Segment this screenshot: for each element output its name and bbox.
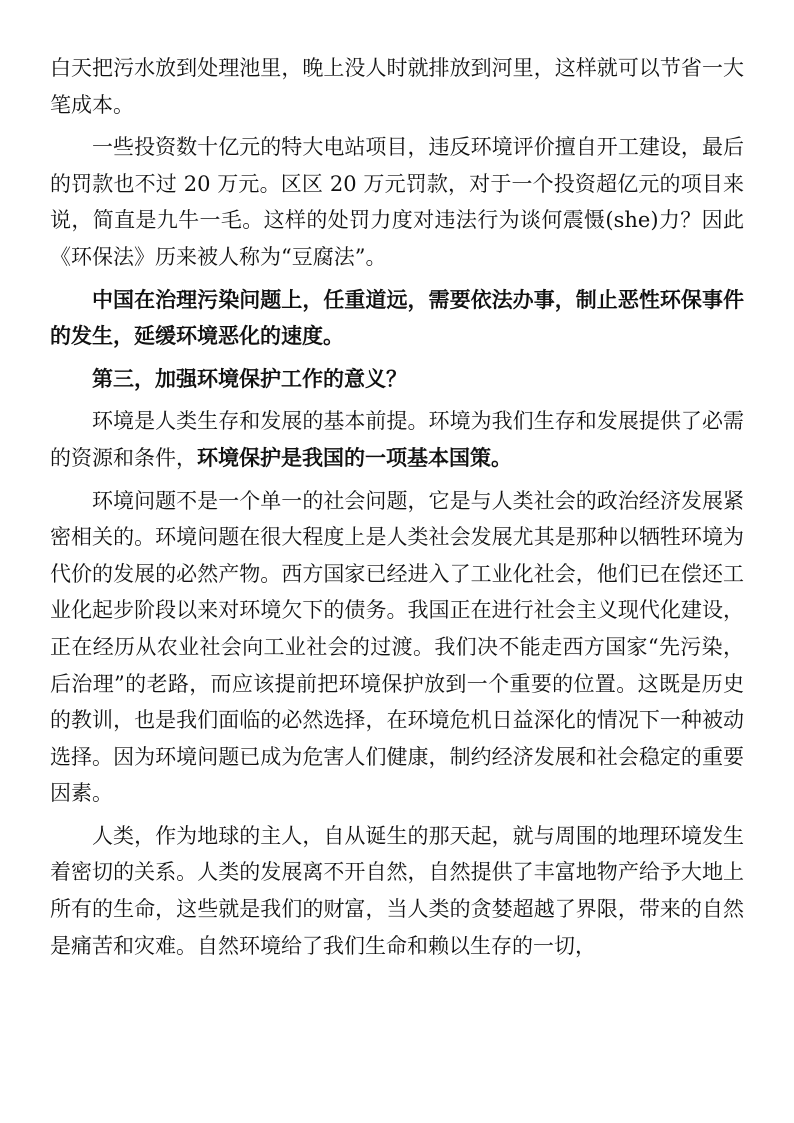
paragraph-penalty: 一些投资数十亿元的特大电站项目，违反环境评价擅自开工建设，最后的罚款也不过 20 万元。区区 20 万元罚款，对于一个投资超亿元的项目来说，简直是九牛一毛。这样的处罚力度对违法行为谈何震慑(she)力？因此《环保法》历来被人称为“豆腐法”。 xyxy=(50,135,744,269)
paragraph-environment-issue: 环境问题不是一个单一的社会问题，它是与人类社会的政治经济发展紧密相关的。环境问题在很大程度上是人类社会发展尤其是那种以牺牲环境为代价的发展的必然产物。西方国家已经进入了工业化社会，他们已在偿还工业化起步阶段以来对环境欠下的债务。我国正在进行社会主义现代化建设，正在经历从农业社会向工业社会的过渡。我们决不能走西方国家“先污染，后治理”的老路，而应该提前把环境保护放到一个重要的位置。这既是历史的教训，也是我们面临的必然选择，在环境危机日益深化的情况下一种被动选择。因为环境问题已成为危害人们健康，制约经济发展和社会稳定的重要因素。 xyxy=(50,488,744,806)
paragraph-bold-conclusion: 中国在治理污染问题上，任重道远，需要依法办事，制止恶性环保事件的发生，延缓环境恶化的速度。 xyxy=(50,286,744,349)
paragraph-premise-bold: 环境保护是我国的一项基本国策。 xyxy=(197,444,512,470)
paragraph-premise-text: 环境是人类生存和发展的基本前提。环境为我们生存和发展提供了必需的资源和条件， xyxy=(50,409,744,470)
section-heading: 第三，加强环境保护工作的意义？ xyxy=(92,365,407,391)
document-page xyxy=(50,50,744,964)
paragraph-humanity: 人类，作为地球的主人，自从诞生的那天起，就与周围的地理环境发生着密切的关系。人类的发展离不开自然，自然提供了丰富地物产给予大地上所有的生命，这些就是我们的财富，当人类的贪婪超越了界限，带来的自然是痛苦和灾难。自然环境给了我们生命和赖以生存的一切， xyxy=(50,823,744,958)
paragraph-premise xyxy=(50,403,744,476)
paragraph-continued: 白天把污水放到处理池里，晚上没人时就排放到河里，这样就可以节省一大笔成本。 xyxy=(50,56,744,117)
